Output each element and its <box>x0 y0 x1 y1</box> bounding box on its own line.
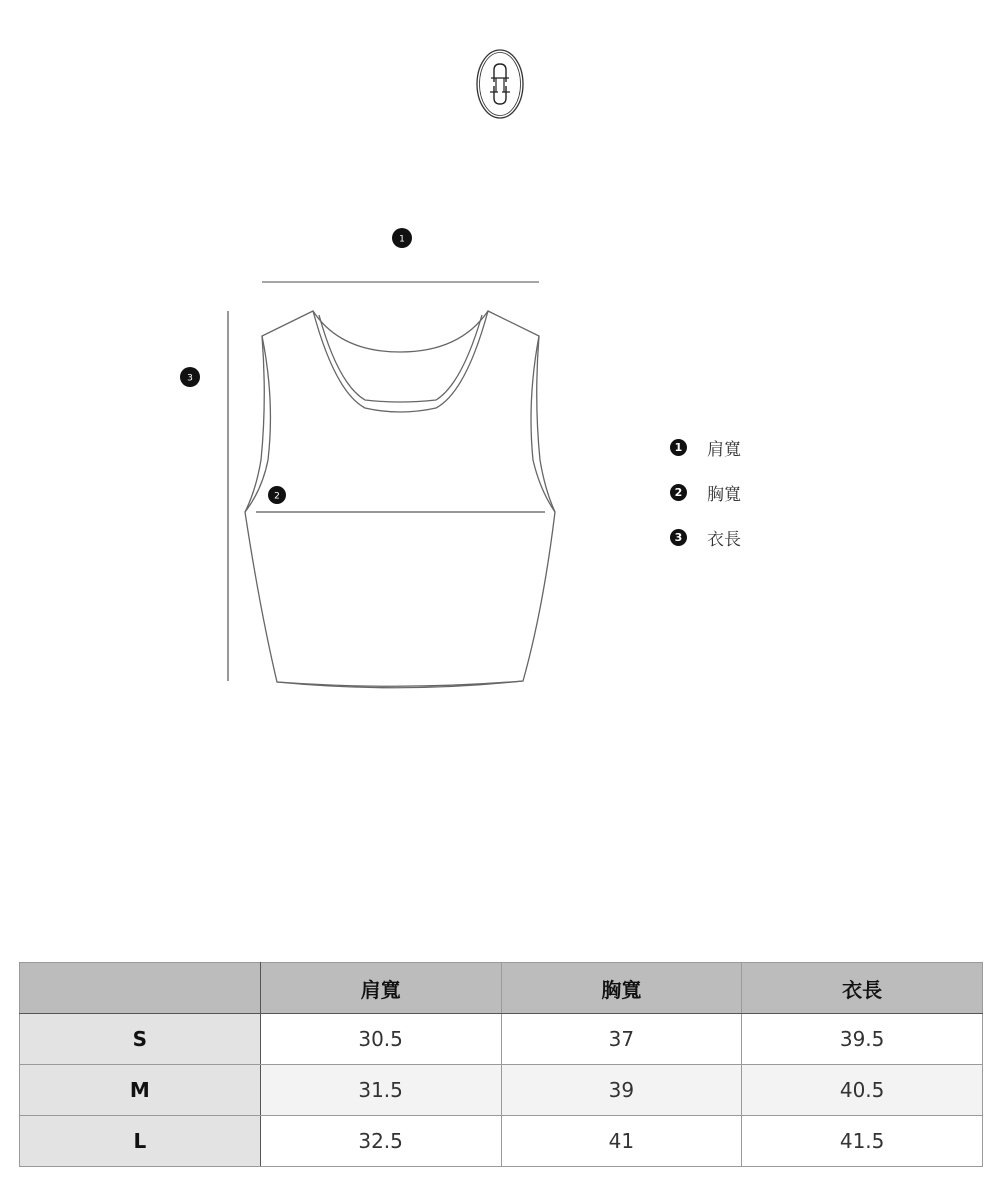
legend-label: 肩寬 <box>707 439 741 460</box>
size-chart-table <box>19 962 983 1167</box>
table-cell: 41.5 <box>742 1116 983 1167</box>
size-label: S <box>20 1014 261 1065</box>
size-label: M <box>20 1065 261 1116</box>
legend-label: 胸寬 <box>707 484 741 505</box>
legend-number: 1 <box>670 439 687 456</box>
legend-number: 3 <box>670 529 687 546</box>
legend-item <box>670 526 741 548</box>
marker-2 <box>268 486 286 504</box>
table-cell: 39.5 <box>742 1014 983 1065</box>
marker-1-label: 1 <box>399 234 405 245</box>
legend-item <box>670 481 741 503</box>
table-header-corner <box>20 963 261 1014</box>
legend-item <box>670 436 741 458</box>
marker-2-label: 2 <box>274 491 280 502</box>
table-row <box>20 1065 983 1116</box>
legend-label: 衣長 <box>707 529 741 550</box>
table-cell: 39 <box>501 1065 742 1116</box>
table-header-chest: 胸寬 <box>501 963 742 1014</box>
table-header-shoulder: 肩寬 <box>260 963 501 1014</box>
table-cell: 32.5 <box>260 1116 501 1167</box>
table-row <box>20 1014 983 1065</box>
table-cell: 41 <box>501 1116 742 1167</box>
marker-3-label: 3 <box>187 373 193 384</box>
table-header-row <box>20 963 983 1014</box>
table-cell: 40.5 <box>742 1065 983 1116</box>
size-label: L <box>20 1116 261 1167</box>
table-header-length: 衣長 <box>742 963 983 1014</box>
legend-number: 2 <box>670 484 687 501</box>
marker-3 <box>180 367 200 387</box>
marker-1 <box>392 228 412 248</box>
table-cell: 31.5 <box>260 1065 501 1116</box>
table-cell: 30.5 <box>260 1014 501 1065</box>
measurement-legend <box>670 436 741 571</box>
table-cell: 37 <box>501 1014 742 1065</box>
tank-top-outline <box>245 311 555 688</box>
table-row <box>20 1116 983 1167</box>
